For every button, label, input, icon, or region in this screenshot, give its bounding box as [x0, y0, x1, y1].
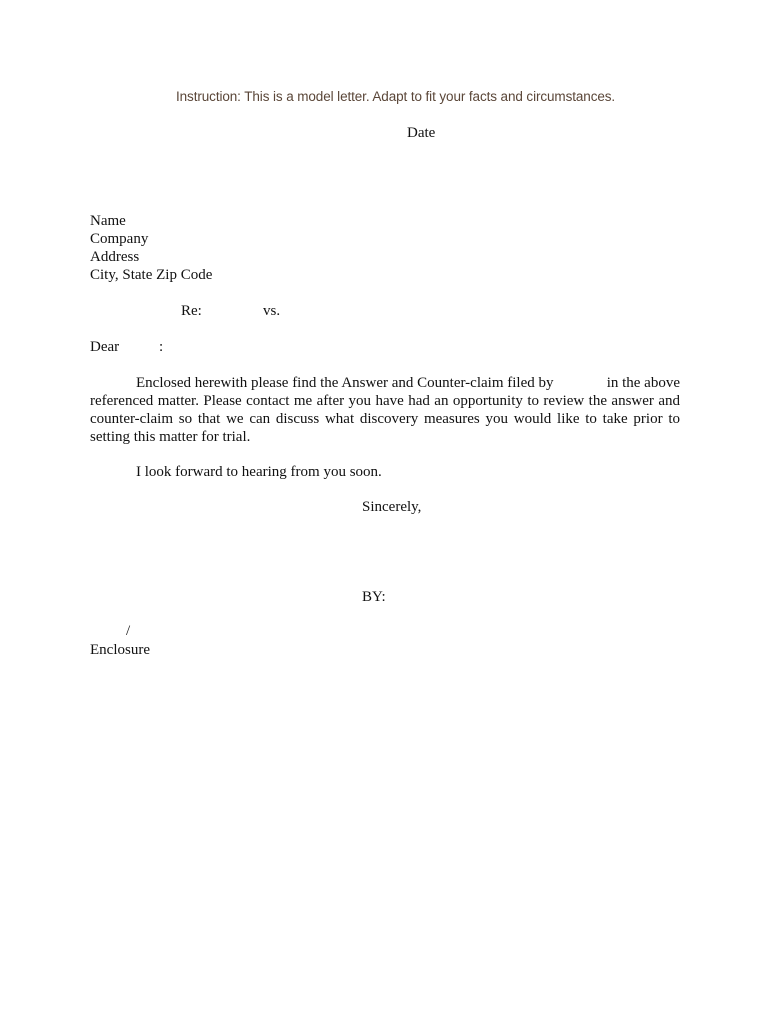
letter-date: Date [407, 125, 436, 141]
paragraph-1-line-4: setting this matter for trial. [90, 429, 251, 445]
paragraph-1-line-1-end: in the above [606, 375, 680, 391]
recipient-name: Name [90, 213, 126, 229]
recipient-company: Company [90, 231, 149, 247]
paragraph-1-line-3: counter-claim so that we can discuss what discovery measures you would like to take prior to [90, 411, 680, 427]
recipient-address: Address [90, 249, 140, 265]
enclosure-notation: Enclosure [90, 642, 150, 658]
initials-separator: / [126, 623, 131, 639]
re-vs: vs. [263, 303, 281, 319]
recipient-city-state-zip: City, State Zip Code [90, 267, 213, 283]
body-paragraph-1 [90, 374, 680, 446]
paragraph-1-line-1-start: Enclosed herewith please find the Answer and Counter-claim filed by [136, 375, 554, 391]
instruction-note: Instruction: This is a model letter. Adapt to fit your facts and circumstances. [176, 89, 616, 104]
signature-by-label: BY: [362, 589, 386, 605]
paragraph-1-line-1 [90, 374, 680, 392]
salutation: Dear [90, 339, 120, 355]
re-label: Re: [181, 303, 202, 319]
paragraph-1-line-2: referenced matter. Please contact me after you have had an opportunity to review the answer and [90, 393, 680, 409]
closing: Sincerely, [362, 499, 422, 515]
paragraph-2-line-1: I look forward to hearing from you soon. [136, 464, 382, 480]
body-paragraph-2 [90, 463, 680, 481]
salutation-colon: : [159, 339, 164, 355]
